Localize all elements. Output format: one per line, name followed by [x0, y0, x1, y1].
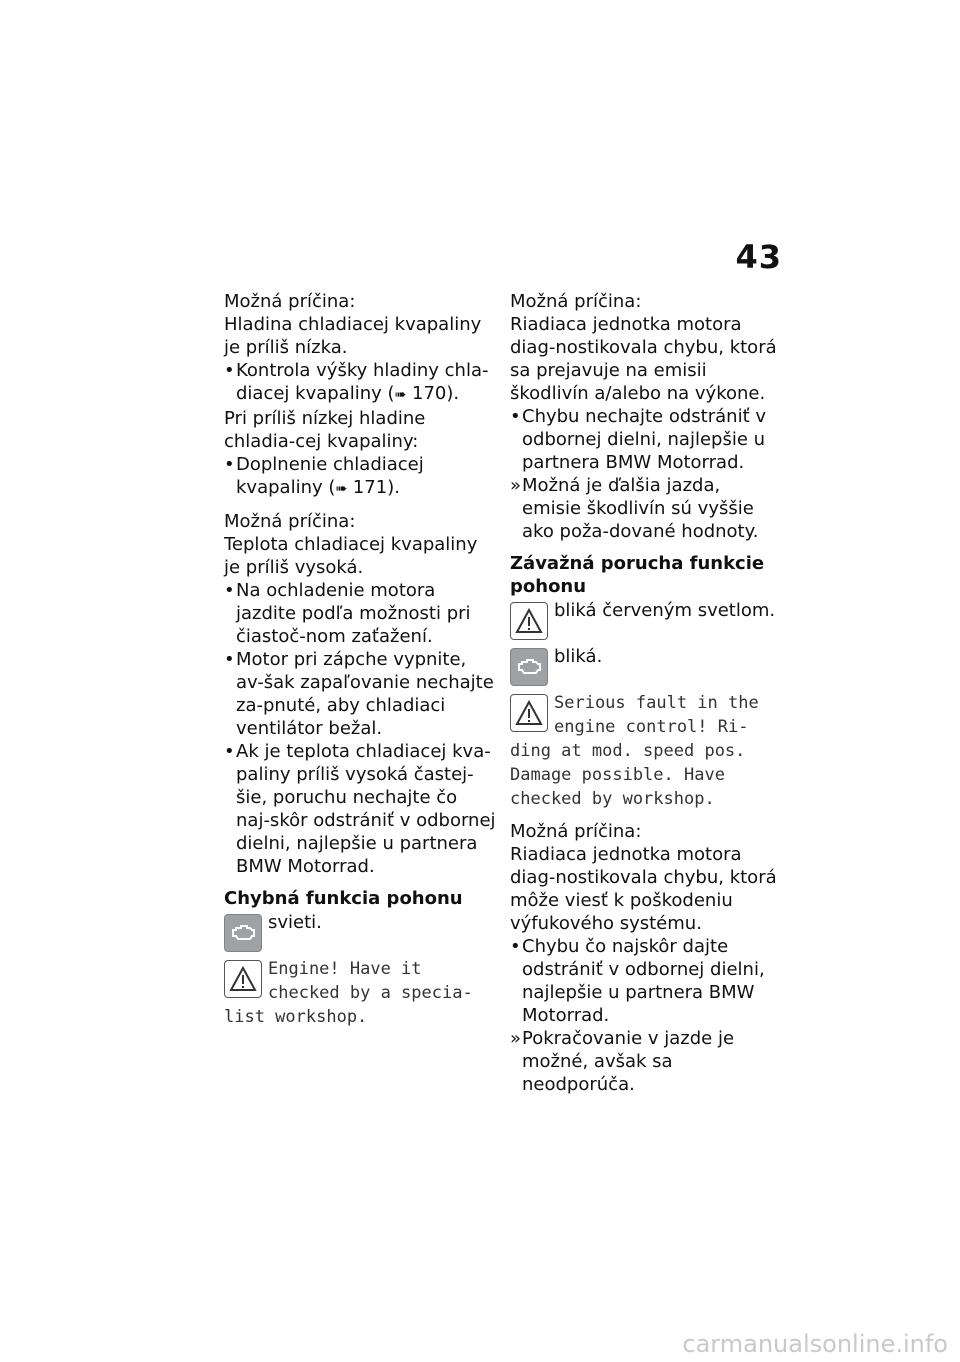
cause-text: Hladina chladiacej kvapaliny je príliš nízka. — [224, 314, 482, 358]
page-ref[interactable]: 170). — [412, 383, 460, 404]
note-text: Pri príliš nízkej hladine chladia-cej kvapaliny: — [224, 408, 426, 452]
watermark: carmanualsonline.info — [682, 1330, 948, 1358]
status-text: svieti. — [268, 912, 322, 933]
list-item: » Pokračovanie v jazde je možné, avšak sa neodporúča. — [510, 1028, 735, 1095]
cause-text: Riadiaca jednotka motora diag-nostikovala chybu, ktorá môže viesť k poškodeniu výfukového systému. — [510, 844, 777, 934]
warning-triangle-icon — [224, 960, 262, 998]
list-item: » Možná je ďalšia jazda, emisie škodlivín sú vyššie ako poža-dované hodnoty. — [510, 475, 759, 542]
section-heading: Závažná porucha funkcie pohonu — [510, 553, 765, 597]
list-item: • Ak je teplota chladiacej kva-paliny príliš vysoká častej-šie, poruchu nechajte čo naj-skôr odstrániť v odbornej dielni, najlepšie u partnera BMW Motorrad. — [224, 741, 496, 877]
warning-triangle-icon — [510, 694, 548, 732]
list-item: • Motor pri zápche vypnite, av-šak zapaľovanie nechajte za-pnuté, aby chladiaci ventilátor bežal. — [224, 649, 494, 739]
list-item: • Na ochladenie motora jazdite podľa možnosti pri čiastoč-nom zaťažení. — [224, 580, 471, 647]
list-item: • Doplnenie chladiacej kvapaliny (➠ 171). — [224, 454, 424, 498]
display-message: Engine! Have it checked by a specia-list workshop. — [224, 959, 473, 1027]
warning-triangle-icon — [510, 602, 548, 640]
engine-icon — [510, 648, 548, 686]
right-column — [510, 290, 778, 1096]
page-ref-arrow-icon: ➠ — [335, 481, 348, 497]
engine-icon — [224, 914, 262, 952]
status-text: bliká červeným svetlom. — [554, 600, 776, 621]
cause-label: Možná príčina: — [224, 511, 356, 532]
cause-label: Možná príčina: — [510, 821, 642, 842]
cause-text: Riadiaca jednotka motora diag-nostikovala chybu, ktorá sa prejavuje na emisii škodlivín a/alebo na výkone. — [510, 314, 777, 404]
list-item: • Chybu čo najskôr dajte odstrániť v odbornej dielni, najlepšie u partnera BMW Motorrad. — [510, 936, 765, 1026]
section-heading: Chybná funkcia pohonu — [224, 888, 463, 909]
cause-text: Teplota chladiacej kvapaliny je príliš vysoká. — [224, 534, 478, 578]
list-item: • Chybu nechajte odstrániť v odbornej dielni, najlepšie u partnera BMW Motorrad. — [510, 406, 767, 473]
list-item: • Kontrola výšky hladiny chla-diacej kvapaliny (➠ 170). — [224, 360, 489, 404]
cause-label: Možná príčina: — [510, 291, 642, 312]
display-message: Serious fault in the engine control! Ri-ding at mod. speed pos. Damage possible. Have checked by workshop. — [510, 693, 759, 809]
left-column — [224, 290, 496, 1029]
cause-label: Možná príčina: — [224, 291, 356, 312]
page-ref-arrow-icon: ➠ — [394, 387, 407, 403]
page-number: 43 — [735, 238, 782, 276]
status-text: bliká. — [554, 646, 603, 667]
page-ref[interactable]: 171). — [352, 477, 400, 498]
